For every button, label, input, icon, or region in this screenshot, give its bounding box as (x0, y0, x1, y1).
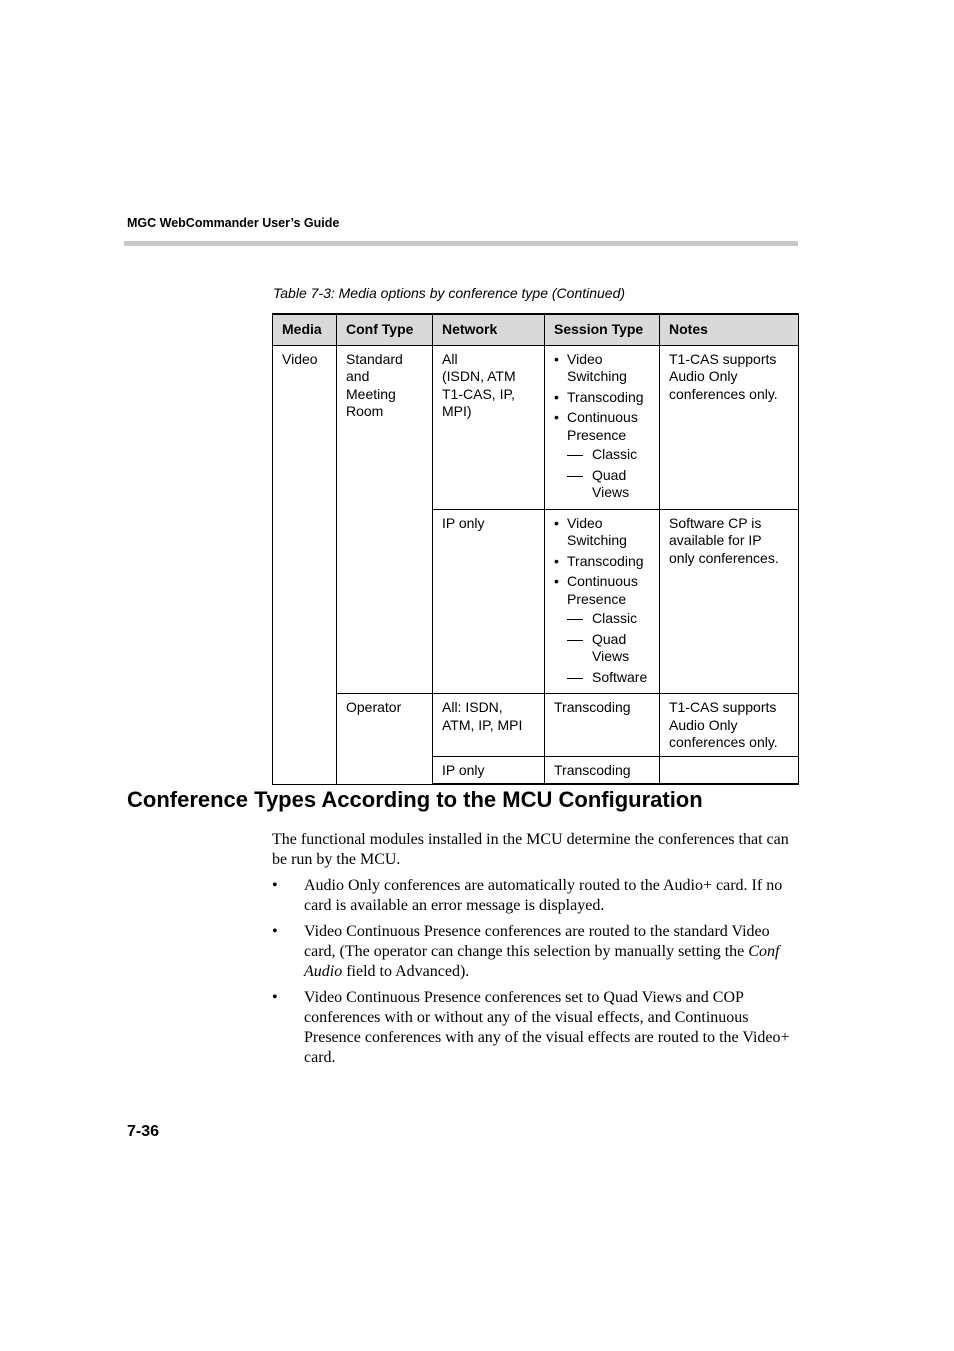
cell-network: All: ISDN, ATM, IP, MPI (433, 694, 545, 757)
cell-network: IP only (433, 756, 545, 784)
session-item-label: Continuous Presence (567, 409, 638, 443)
sub-session-item: Quad Views (554, 631, 651, 666)
field-name: Conf Audio (304, 943, 780, 980)
bullet-text: field to Advanced). (342, 963, 470, 980)
session-item-label: Transcoding (567, 552, 644, 569)
column-header-network: Network (433, 314, 545, 345)
bullet-text: Video Continuous Presence conferences are routed to the standard Video card, (The operator can change this selection by manually setting the (304, 923, 770, 960)
cell-session-type: Transcoding (545, 756, 660, 784)
cell-conf-type-operator: Operator (337, 694, 433, 785)
media-options-table (272, 313, 799, 785)
cell-media: Video (273, 345, 337, 784)
page-number: 7-36 (127, 1123, 160, 1140)
conf-type-line: Meeting (346, 385, 396, 402)
network-line: (ISDN, ATM (442, 368, 516, 384)
column-header-session-type: Session Type (545, 314, 660, 345)
cell-notes: Software CP is available for IP only conferences. (660, 509, 799, 694)
session-item-label: Video Switching (567, 350, 627, 384)
session-item (554, 409, 651, 502)
running-header: MGC WebCommander User’s Guide (127, 216, 340, 230)
table-header-row (273, 314, 799, 345)
network-line: T1-CAS, IP, (442, 385, 515, 402)
sub-session-item: Classic (554, 610, 651, 628)
cell-session-type (545, 345, 660, 509)
conf-type-line: and (346, 368, 370, 384)
conf-type-line: Standard (346, 350, 403, 367)
cell-notes: T1-CAS supports Audio Only conferences only. (660, 345, 799, 509)
cell-session-type (545, 509, 660, 694)
sub-session-item: Classic (554, 446, 651, 464)
network-line: MPI) (442, 403, 472, 419)
session-item-label: Video Switching (567, 514, 627, 548)
routing-bullet-list (272, 876, 794, 1074)
cell-session-type: Transcoding (545, 694, 660, 757)
session-item-label: Continuous Presence (567, 573, 638, 607)
column-header-media: Media (273, 314, 337, 345)
table-caption: Table 7-3: Media options by conference type (Continued) (273, 285, 626, 301)
session-item (554, 573, 651, 686)
conf-type-line: Room (346, 403, 384, 419)
session-item (554, 389, 651, 407)
header-rule (124, 241, 798, 246)
sub-session-item: Quad Views (554, 467, 651, 502)
session-item (554, 515, 651, 550)
list-item: • Video Continuous Presence conferences set to Quad Views and COP conferences with or without any of the visual effects, and Continuous Presence conferences with any of the visual effects are routed to the Video+ card. (272, 988, 794, 1068)
list-item: • Audio Only conferences are automatically routed to the Audio+ card. If no card is available an error message is displayed. (272, 876, 794, 916)
column-header-conf-type: Conf Type (337, 314, 433, 345)
cell-network: IP only (433, 509, 545, 694)
column-header-notes: Notes (660, 314, 799, 345)
cell-notes (660, 756, 799, 784)
sub-session-item: Software (554, 669, 651, 687)
list-item (272, 922, 794, 982)
session-item (554, 351, 651, 386)
session-item (554, 553, 651, 571)
network-line: All (442, 350, 458, 367)
cell-conf-type-standard (337, 345, 433, 694)
session-item-label: Transcoding (567, 388, 644, 405)
section-title: Conference Types According to the MCU Configuration (127, 787, 703, 812)
cell-notes: T1-CAS supports Audio Only conferences only. (660, 694, 799, 757)
table-row (273, 345, 799, 509)
cell-network (433, 345, 545, 509)
intro-paragraph: The functional modules installed in the MCU determine the conferences that can be run by the MCU. (272, 831, 789, 868)
table-row (273, 694, 799, 757)
